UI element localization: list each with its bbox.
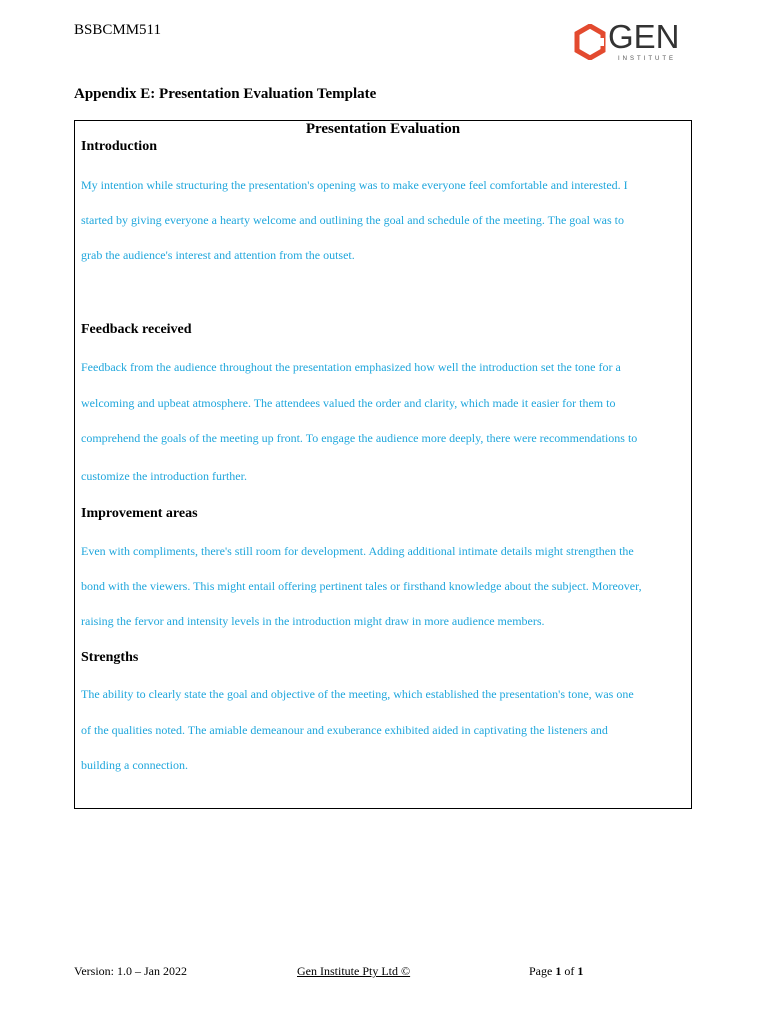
- logo-hexagon-icon: [574, 24, 606, 60]
- feedback-line: comprehend the goals of the meeting up front. To engage the audience more deeply, there were recommendations to: [81, 431, 638, 445]
- improvement-line: bond with the viewers. This might entail offering pertinent tales or firsthand knowledge about the subject. Moreover,: [81, 579, 642, 593]
- feedback-line: customize the introduction further.: [81, 469, 247, 483]
- document-code: BSBCMM511: [74, 22, 161, 38]
- evaluation-title: Presentation Evaluation: [305, 121, 461, 137]
- section-heading-introduction: Introduction: [81, 139, 157, 154]
- strengths-line: of the qualities noted. The amiable demeanour and exuberance exhibited aided in captivating the listeners and: [81, 723, 608, 737]
- gen-institute-logo: [574, 18, 686, 64]
- page-total: 1: [577, 964, 584, 978]
- introduction-line: grab the audience's interest and attention from the outset.: [81, 248, 355, 262]
- strengths-line: The ability to clearly state the goal and objective of the meeting, which established the presentation's tone, was one: [81, 687, 634, 701]
- appendix-title: Appendix E: Presentation Evaluation Template: [74, 86, 377, 102]
- page-of: of: [561, 964, 578, 978]
- section-heading-strengths: Strengths: [81, 650, 139, 665]
- improvement-line: raising the fervor and intensity levels in the introduction might draw in more audience members.: [81, 614, 545, 628]
- strengths-line: building a connection.: [81, 758, 188, 772]
- feedback-line: Feedback from the audience throughout the presentation emphasized how well the introduction set the tone for a: [81, 360, 621, 374]
- section-heading-feedback: Feedback received: [81, 322, 192, 337]
- footer-organisation: Gen Institute Pty Ltd ©: [297, 964, 411, 978]
- introduction-line: My intention while structuring the presentation's opening was to make everyone feel comfortable and interested. I: [81, 178, 628, 192]
- footer-page-number: [529, 964, 583, 979]
- section-heading-improvement: Improvement areas: [81, 506, 198, 521]
- improvement-line: Even with compliments, there's still room for development. Adding additional intimate details might strengthen the: [81, 544, 634, 558]
- footer-version: Version: 1.0 – Jan 2022: [74, 964, 187, 978]
- page-label: Page: [529, 964, 556, 978]
- logo-wordmark: GEN: [608, 18, 680, 55]
- feedback-line: welcoming and upbeat atmosphere. The attendees valued the order and clarity, which made it easier for them to: [81, 396, 616, 410]
- evaluation-box: [74, 120, 692, 809]
- page-current: 1: [555, 964, 562, 978]
- logo-subtitle: INSTITUTE: [618, 56, 676, 62]
- introduction-line: started by giving everyone a hearty welcome and outlining the goal and schedule of the meeting. The goal was to: [81, 213, 624, 227]
